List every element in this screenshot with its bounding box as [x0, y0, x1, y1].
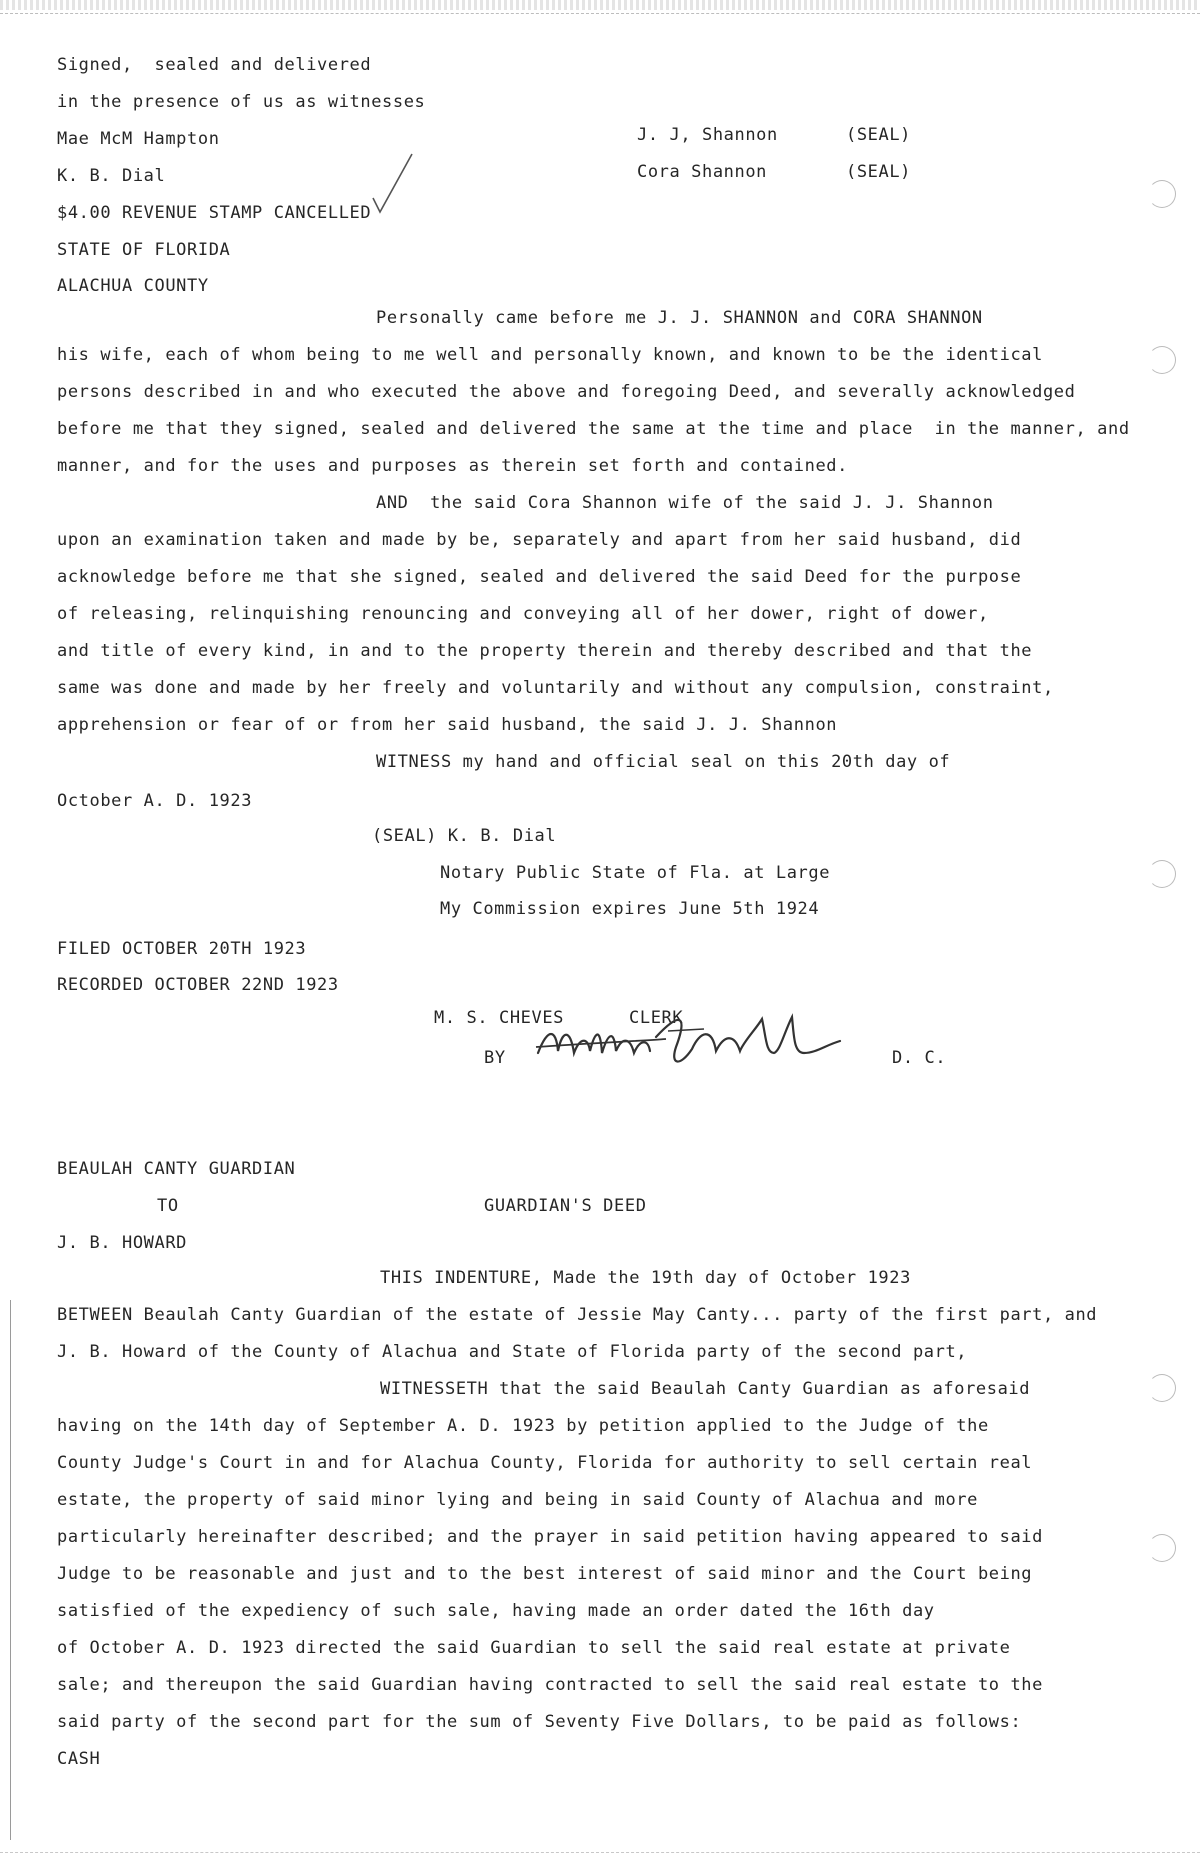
ack-line: apprehension or fear of or from her said husband, the said J. J. Shannon — [57, 715, 838, 735]
clerk-name: M. S. CHEVES CLERK — [434, 1008, 684, 1028]
witness-intro-line: Signed, sealed and delivered — [57, 55, 372, 75]
punch-hole — [1148, 346, 1176, 374]
ack-line: of releasing, relinquishing renouncing and conveying all of her dower, right of dower, — [57, 604, 989, 624]
deed-line: estate, the property of said minor lying and being in said County of Alachua and more — [57, 1490, 978, 1510]
handwritten-signature — [530, 1007, 860, 1073]
page-bottom-edge — [0, 1852, 1200, 1853]
deed-to: TO — [157, 1196, 179, 1216]
ack-line: manner, and for the uses and purposes as therein set forth and contained. — [57, 456, 848, 476]
witness-intro-line: in the presence of us as witnesses — [57, 92, 426, 112]
grantor-name: Cora Shannon — [637, 162, 768, 182]
deed-title: GUARDIAN'S DEED — [484, 1196, 647, 1216]
notary-commission: My Commission expires June 5th 1924 — [440, 899, 820, 919]
punch-hole — [1148, 180, 1176, 208]
deed-line: particularly hereinafter described; and the prayer in said petition having appeared to said — [57, 1527, 1043, 1547]
deed-line: said party of the second part for the sum of Seventy Five Dollars, to be paid as follows: — [57, 1712, 1022, 1732]
by-label: BY — [484, 1048, 506, 1068]
punch-hole — [1148, 1374, 1176, 1402]
ack-line: October A. D. 1923 — [57, 791, 253, 811]
deed-line: BETWEEN Beaulah Canty Guardian of the estate of Jessie May Canty... party of the first part, and — [57, 1305, 1098, 1325]
checkmark-icon — [370, 150, 420, 220]
deed-line: sale; and thereupon the said Guardian having contracted to sell the said real estate to the — [57, 1675, 1043, 1695]
notary-title: Notary Public State of Fla. at Large — [440, 863, 831, 883]
ack-line: WITNESS my hand and official seal on this 20th day of — [376, 752, 951, 772]
punch-hole — [1148, 1534, 1176, 1562]
deed-line: County Judge's Court in and for Alachua County, Florida for authority to sell certain real — [57, 1453, 1033, 1473]
page-top-rule — [0, 13, 1200, 14]
deed-grantee: J. B. HOWARD — [57, 1233, 188, 1253]
deed-line: of October A. D. 1923 directed the said Guardian to sell the said real estate at private — [57, 1638, 1011, 1658]
ack-line: before me that they signed, sealed and delivered the same at the time and place in the manner, and — [57, 419, 1130, 439]
ack-line: acknowledge before me that she signed, sealed and delivered the said Deed for the purpose — [57, 567, 1022, 587]
deed-line: having on the 14th day of September A. D. 1923 by petition applied to the Judge of the — [57, 1416, 989, 1436]
seal-mark: (SEAL) — [846, 162, 912, 182]
ack-line: his wife, each of whom being to me well and personally known, and known to be the identical — [57, 345, 1043, 365]
page-left-edge — [10, 1300, 11, 1840]
notary-seal-signature: (SEAL) K. B. Dial — [372, 826, 557, 846]
ack-line: same was done and made by her freely and voluntarily and without any compulsion, constraint, — [57, 678, 1054, 698]
deed-line: satisfied of the expediency of such sale, having made an order dated the 16th day — [57, 1601, 935, 1621]
deed-line: WITNESSETH that the said Beaulah Canty Guardian as aforesaid — [380, 1379, 1031, 1399]
deed-line: J. B. Howard of the County of Alachua and State of Florida party of the second part, — [57, 1342, 968, 1362]
revenue-stamp-note: $4.00 REVENUE STAMP CANCELLED — [57, 203, 372, 223]
ack-line: Personally came before me J. J. SHANNON and CORA SHANNON — [376, 308, 983, 328]
recorded-date: RECORDED OCTOBER 22ND 1923 — [57, 975, 339, 995]
deed-line: Judge to be reasonable and just and to the best interest of said minor and the Court being — [57, 1564, 1033, 1584]
ack-line: upon an examination taken and made by be, separately and apart from her said husband, did — [57, 530, 1022, 550]
witness-name: K. B. Dial — [57, 166, 166, 186]
ack-line: AND the said Cora Shannon wife of the said J. J. Shannon — [376, 493, 994, 513]
grantor-name: J. J, Shannon — [637, 125, 778, 145]
venue-county: ALACHUA COUNTY — [57, 276, 209, 296]
page-top-edge — [0, 0, 1200, 10]
seal-mark: (SEAL) — [846, 125, 912, 145]
deed-line: CASH — [57, 1749, 101, 1769]
ack-line: and title of every kind, in and to the property therein and thereby described and that the — [57, 641, 1033, 661]
ack-line: persons described in and who executed the above and foregoing Deed, and severally acknowledged — [57, 382, 1076, 402]
punch-hole — [1148, 860, 1176, 888]
deed-grantor: BEAULAH CANTY GUARDIAN — [57, 1159, 296, 1179]
deed-line: THIS INDENTURE, Made the 19th day of October 1923 — [380, 1268, 911, 1288]
witness-name: Mae McM Hampton — [57, 129, 220, 149]
venue-state: STATE OF FLORIDA — [57, 240, 231, 260]
deputy-clerk-mark: D. C. — [892, 1048, 947, 1068]
filed-date: FILED OCTOBER 20TH 1923 — [57, 939, 307, 959]
